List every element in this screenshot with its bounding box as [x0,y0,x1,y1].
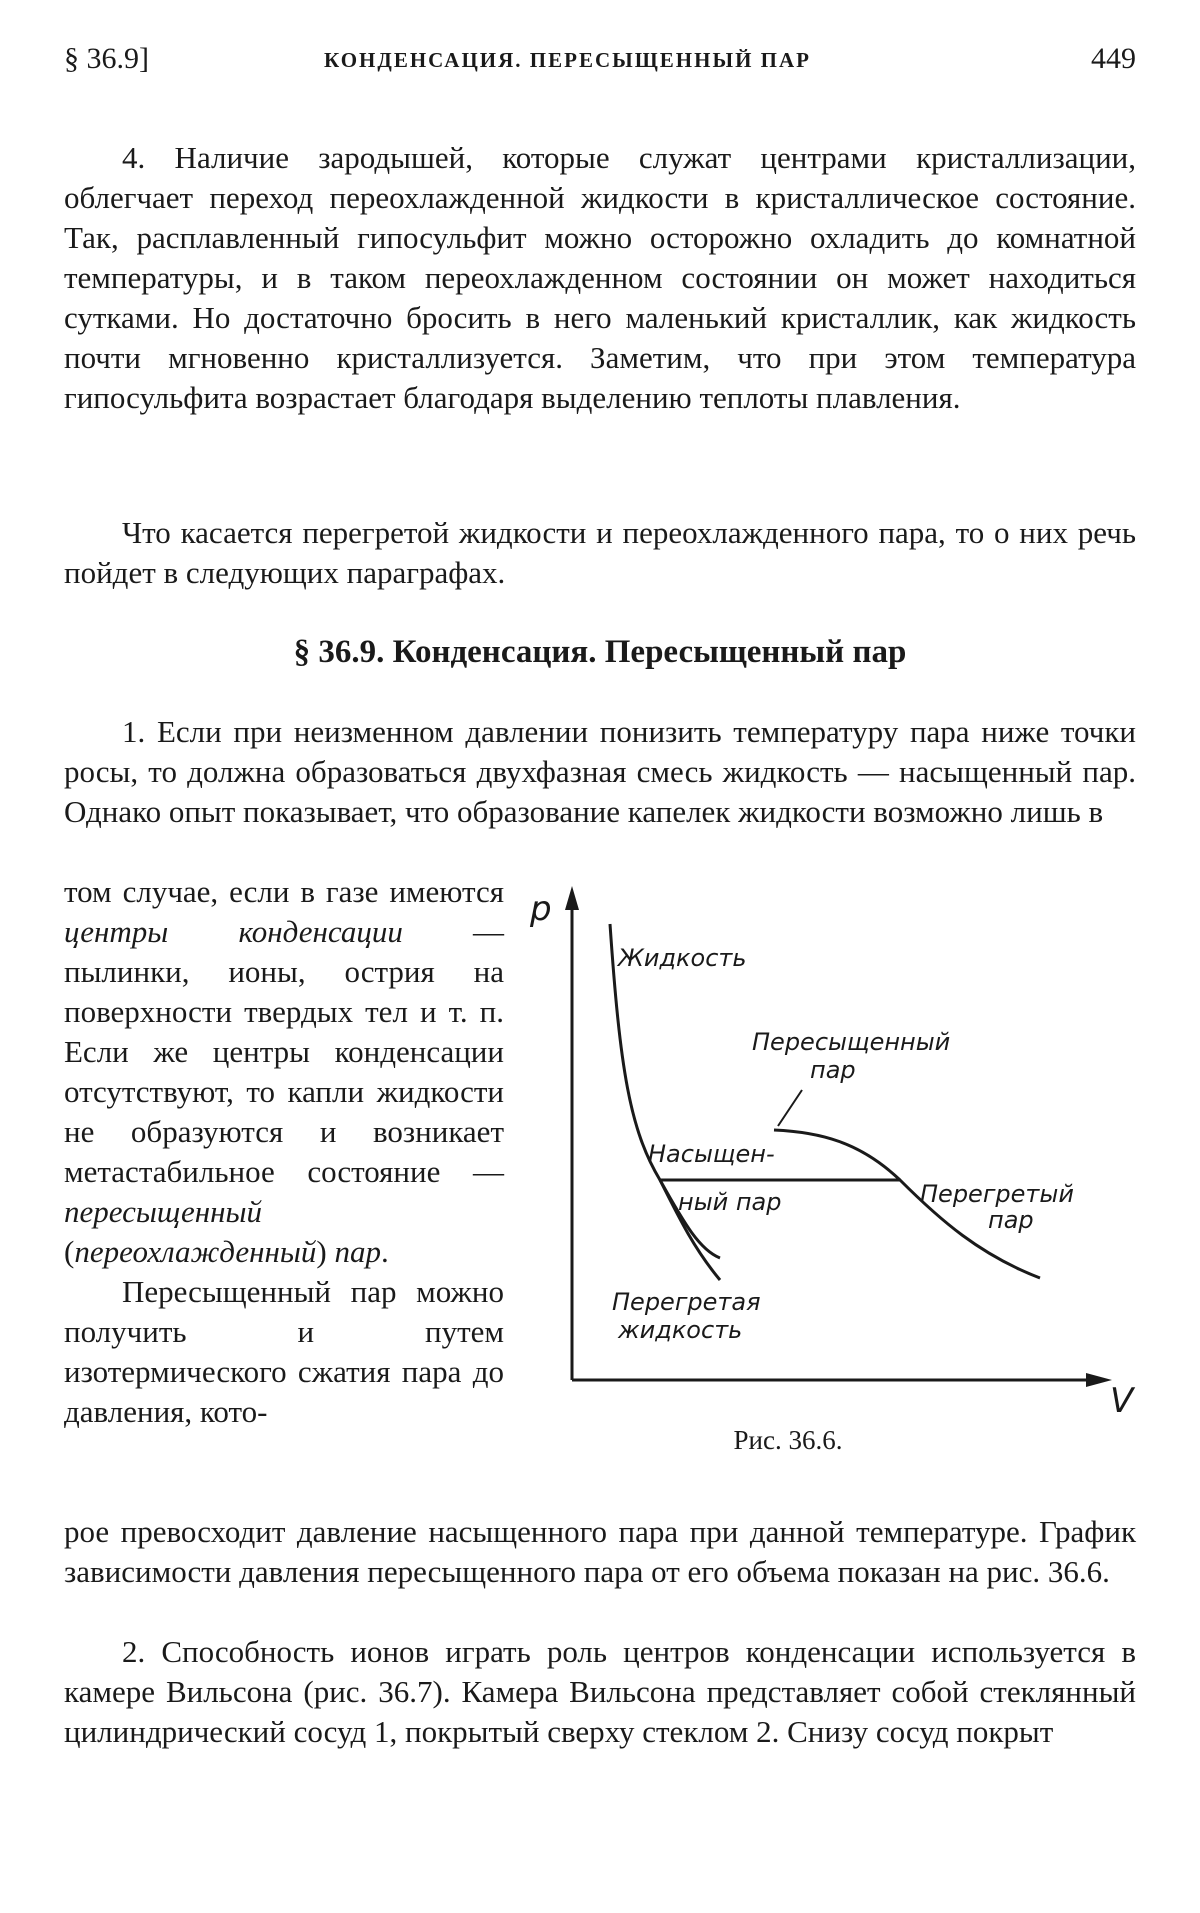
paragraph-crystallization [64,138,1136,418]
text-run: ) [316,1234,335,1269]
paragraph-supersaturated-start: Пересыщенный пар можно получить и путем изотермического сжатия пара до давления, кото- [64,1274,504,1429]
page-number: 449 [1091,42,1136,75]
pv-diagram [520,880,1140,1420]
x-axis-label: V [1110,1381,1134,1420]
header-running-title: КОНДЕНСАЦИЯ. ПЕРЕСЫЩЕННЫЙ ПАР [324,48,812,72]
label-saturated-1: Насыщен- [648,1140,775,1168]
text-run: ( [64,1234,75,1269]
label-liquid: Жидкость [618,944,747,972]
wrapped-text-column [64,872,504,1432]
label-superheated-vapor-1: Перегретый [920,1180,1074,1208]
paragraph-condensation-intro [64,712,1136,832]
paragraph-superheated-note [64,513,1136,593]
y-axis-label: p [530,889,552,929]
italic-term: пар [334,1234,381,1269]
header-section-ref: § 36.9] [64,42,149,75]
figure-caption: Рис. 36.6. [733,1425,843,1455]
label-superheated-vapor-2: пар [988,1206,1034,1234]
paragraph-text: рое превосходит давление насыщенного пара при данной температуре. График зависимости давления пересыщенного пара от его объема показан на рис. 36.6. [64,1514,1136,1589]
italic-term: центры конденсации [64,914,403,949]
paragraph-wilson-chamber [64,1632,1136,1752]
label-supersaturated-1: Пересыщенный [752,1028,951,1056]
text-run: . [380,1234,389,1269]
label-superheated-liquid-1: Перегретая [612,1288,761,1316]
paragraph-text: Что касается перегретой жидкости и переохлажденного пара, то о них речь пойдет в следующих параграфах. [64,515,1136,590]
text-run: том случае, если в газе имеются [64,874,504,909]
paragraph-graph-reference [64,1512,1136,1592]
y-axis-arrow [565,886,579,910]
running-header [64,42,1136,86]
paragraph-text: 1. Если при неизменном давлении понизить температуру пара ниже точки росы, то должна образоваться двухфазная смесь жидкость — насыщенный пар. Однако опыт показывает, что образование капелек жидкости возможно лишь в [64,714,1136,829]
label-supersaturated-2: пар [810,1056,856,1084]
section-heading: § 36.9. Конденсация. Пересыщенный пар [293,634,907,670]
paragraph-continuation [64,872,504,1272]
label-saturated-2: ный пар [678,1188,782,1216]
paragraph-text: 4. Наличие зародышей, которые служат центрами кристаллизации, облегчает переход переохлажденной жидкости в кристаллическое состояние. Так, расплавленный гипосульфит можно осторожно охладить до комнатной температуры, и в таком переохлажденном состоянии он может находиться сутками. Но достаточно бросить в него маленький кристаллик, как жидкость почти мгновенно кристаллизуется. Заметим, что при этом температура гипосульфита возрастает благодаря выделению теплоты плавления. [64,140,1136,415]
paragraph-text: 2. Способность ионов играть роль центров конденсации используется в камере Вильсона (рис. 36.7). Камера Вильсона представляет собой стеклянный цилиндрический сосуд 1, покрытый сверху стеклом 2. Снизу сосуд покрыт [64,1634,1136,1749]
label-superheated-liquid-2: жидкость [618,1316,743,1344]
text-run: — пылинки, ионы, острия на поверхности твердых тел и т. п. Если же центры конденсации отсутствуют, то капли жидкости не образуются и возникает метастабильное состояние — [64,914,504,1189]
supersaturated-pointer [778,1090,802,1126]
figure-36-6 [520,880,1140,1455]
italic-term: пересыщенный [64,1194,263,1229]
x-axis-arrow [1086,1373,1112,1387]
italic-term: переохлажденный [74,1234,317,1269]
